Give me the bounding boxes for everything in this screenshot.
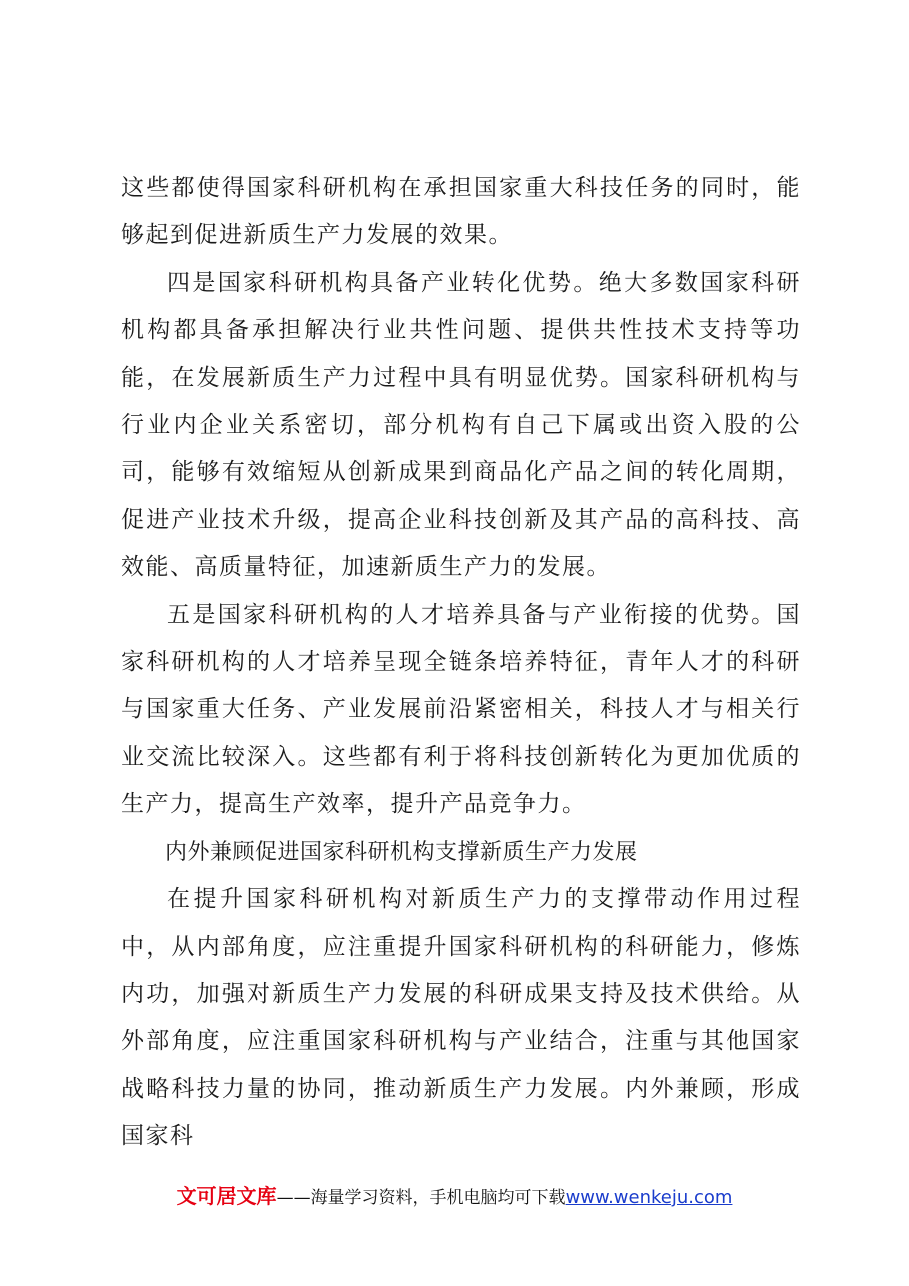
section-heading: 内外兼顾促进国家科研机构支撑新质生产力发展 <box>165 839 638 865</box>
paragraph-talent-advantage: 五是国家科研机构的人才培养具备与产业衔接的优势。国家科研机构的人才培养呈现全链条培养特征，青年人才的科研与国家重大任务、产业发展前沿紧密相关，科技人才与相关行业交流比较深入。这些都有利于将科技创新转化为更加优质的生产力，提高生产效率，提升产品竞争力。 <box>121 601 801 818</box>
document-body <box>121 165 801 1161</box>
paragraph-continuation: 这些都使得国家科研机构在承担国家重大科技任务的同时，能够起到促进新质生产力发展的效果。 <box>121 175 801 249</box>
paragraph-industry-advantage: 四是国家科研机构具备产业转化优势。绝大多数国家科研机构都具备承担解决行业共性问题、提供共性技术支持等功能，在发展新质生产力过程中具有明显优势。国家科研机构与行业内企业关系密切，部分机构有自己下属或出资入股的公司，能够有效缩短从创新成果到商品化产品之间的转化周期，促进产业技术升级，提高企业科技创新及其产品的高科技、高效能、高质量特征，加速新质生产力的发展。 <box>121 269 801 581</box>
footer-banner <box>0 1180 909 1209</box>
paragraph-closing: 在提升国家科研机构对新质生产力的支撑带动作用过程中，从内部角度，应注重提升国家科研机构的科研能力，修炼内功，加强对新质生产力发展的科研成果支持及技术供给。从外部角度，应注重国家科研机构与产业结合，注重与其他国家战略科技力量的协同，推动新质生产力发展。内外兼顾，形成国家科 <box>121 886 801 1150</box>
footer-brand: 文可居文库 <box>176 1184 277 1208</box>
footer-slogan: ——海量学习资料，手机电脑均可下载 <box>276 1188 566 1208</box>
footer-link[interactable]: www.wenkeju.com <box>565 1187 733 1208</box>
